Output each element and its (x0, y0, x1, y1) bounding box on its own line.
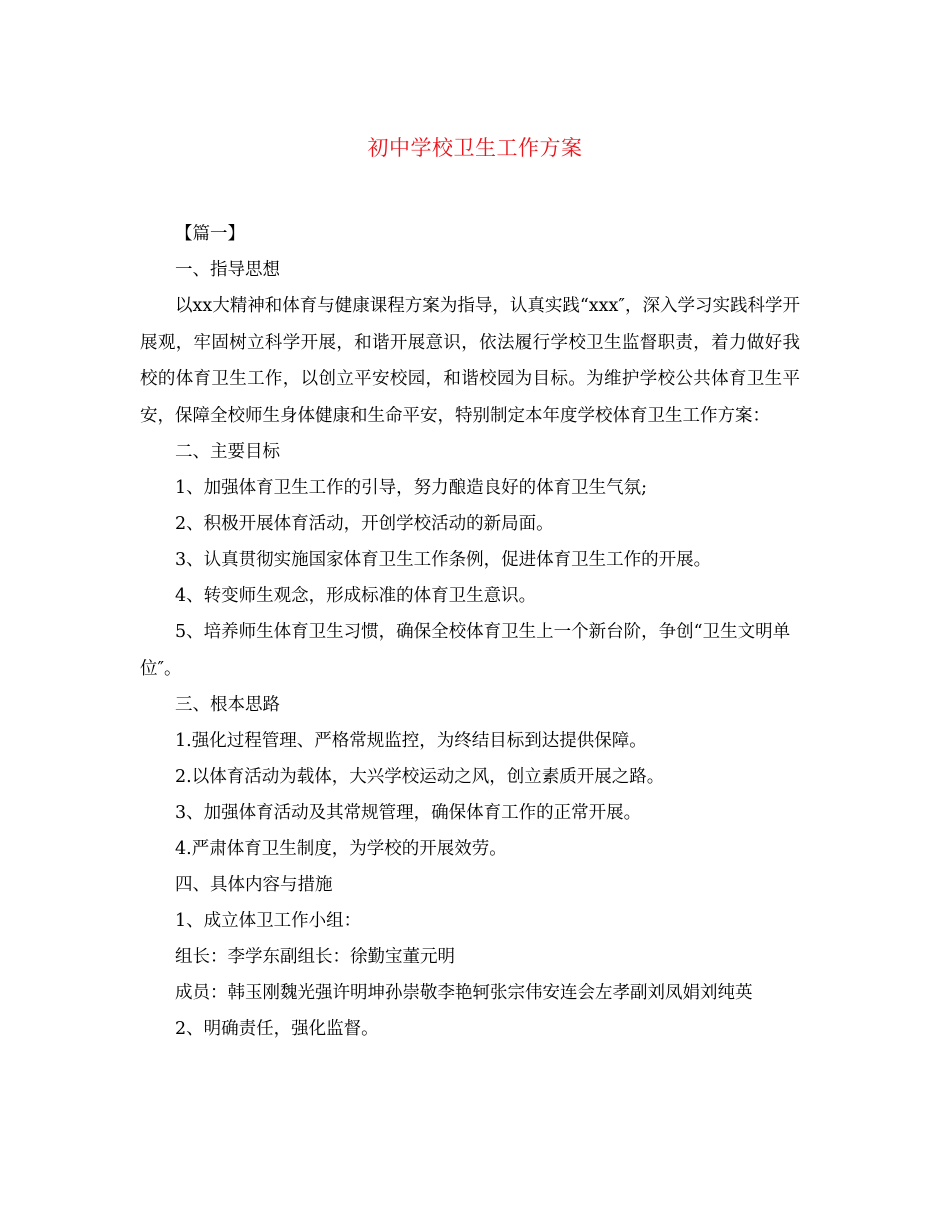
document-title: 初中学校卫生工作方案 (367, 136, 583, 160)
heading-guiding-ideology: 一、指导思想 (175, 260, 280, 280)
goal-item: 2、积极开展体育活动，开创学校活动的新局面。 (175, 514, 554, 534)
section-marker: 【篇一】 (175, 224, 245, 244)
goal-item: 1、加强体育卫生工作的引导，努力酿造良好的体育卫生气氛; (175, 478, 648, 498)
idea-item: 1.强化过程管理、严格常规监控，为终结目标到达提供保障。 (175, 731, 647, 751)
paragraph-guiding-ideology: 以xx大精神和体育与健康课程方案为指导，认真实践“xxx″，深入学习实践科学开展观，牢固树立科学开展，和谐开展意识，依法履行学校卫生监督职责，着力做好我校的体育卫生工作，以创立平安校园，和谐校园为目标。为维护学校公共体育卫生平安，保障全校师生身体健康和生命平安，特别制定本年度学校体育卫生工作方案： (140, 296, 800, 426)
idea-item: 2.以体育活动为载体，大兴学校运动之风，创立素质开展之路。 (175, 767, 665, 787)
goal-item: 3、认真贯彻实施国家体育卫生工作条例，促进体育卫生工作的开展。 (175, 550, 712, 570)
measure-item: 1、成立体卫工作小组： (175, 911, 362, 931)
heading-measures: 四、具体内容与措施 (175, 875, 333, 895)
idea-item: 4.严肃体育卫生制度，为学校的开展效劳。 (175, 839, 507, 859)
measure-item: 2、明确责任，强化监督。 (175, 1019, 379, 1039)
leaders-line: 组长：李学东副组长：徐勤宝董元明 (175, 947, 455, 967)
idea-item: 3、加强体育活动及其常规管理，确保体育工作的正常开展。 (175, 803, 642, 823)
document-body (140, 216, 800, 1047)
heading-main-goals: 二、主要目标 (175, 442, 280, 462)
goal-item-5: 5、培养师生体育卫生习惯，确保全校体育卫生上一个新台阶，争创“卫生文明单位″。 (140, 622, 791, 679)
goal-item: 4、转变师生观念，形成标准的体育卫生意识。 (175, 586, 537, 606)
members-line: 成员：韩玉刚魏光强许明坤孙崇敬李艳轲张宗伟安连会左孝副刘凤娟刘纯英 (175, 983, 753, 1003)
heading-basic-ideas: 三、根本思路 (175, 695, 280, 715)
